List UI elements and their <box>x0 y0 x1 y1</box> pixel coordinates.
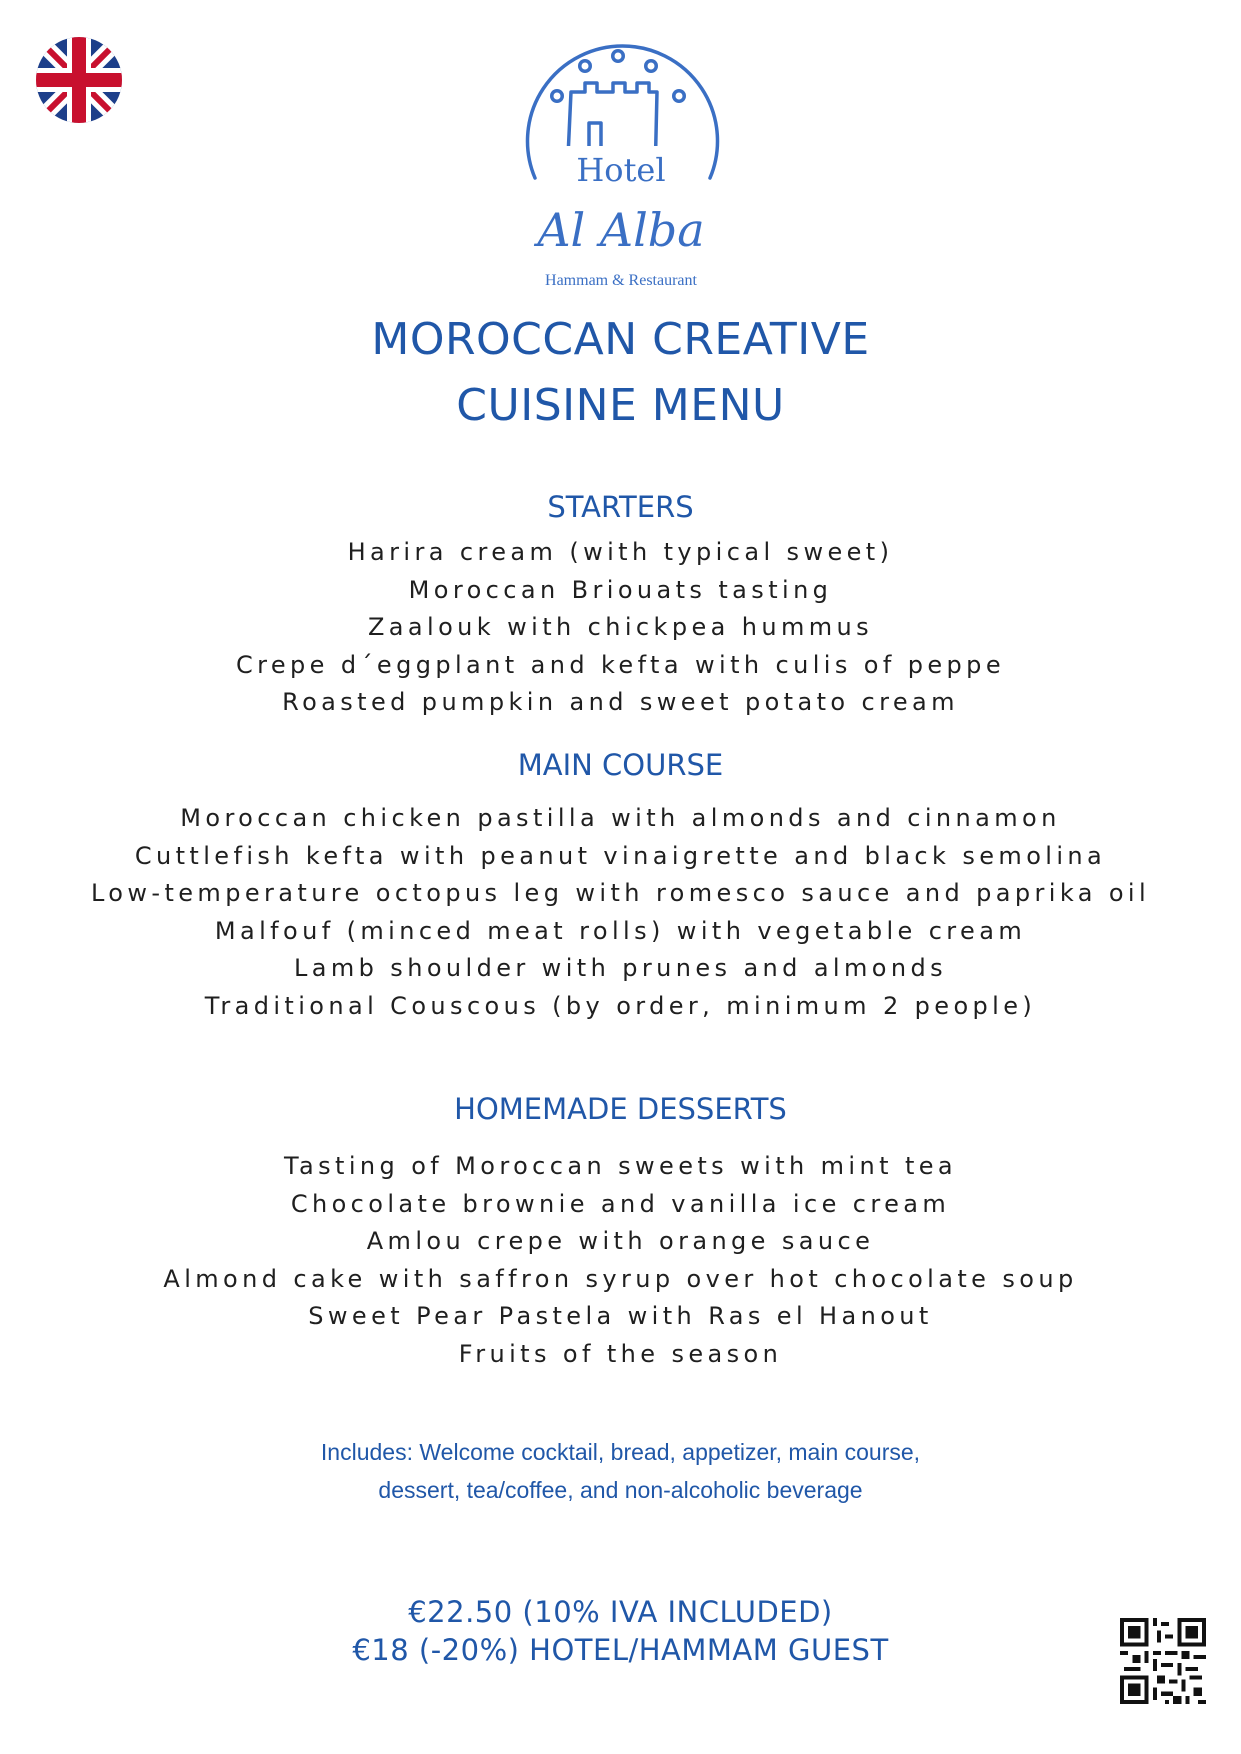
qr-code-icon[interactable] <box>1120 1618 1206 1704</box>
starters-heading: STARTERS <box>547 490 694 524</box>
price-regular: €22.50 (10% IVA INCLUDED) <box>408 1595 833 1629</box>
menu-item: Traditional Couscous (by order, minimum 2 people) <box>204 991 1037 1020</box>
desserts-section <box>0 1092 1241 1373</box>
menu-item: Crepe d´eggplant and kefta with culis of peppe <box>235 650 1005 679</box>
menu-item: Almond cake with saffron syrup over hot chocolate soup <box>163 1264 1078 1293</box>
includes-line2: dessert, tea/coffee, and non-alcoholic beverage <box>378 1477 863 1503</box>
menu-title-line2: CUISINE MENU <box>456 380 785 431</box>
menu-item: Lamb shoulder with prunes and almonds <box>293 954 948 982</box>
menu-item: Cuttlefish kefta with peanut vinaigrette and black semolina <box>134 841 1107 870</box>
menu-item: Malfouf (minced meat rolls) with vegetable cream <box>214 916 1027 945</box>
logo-subtitle-text: Hammam & Restaurant <box>545 272 697 289</box>
menu-item: Low-temperature octopus leg with romesco sauce and paprika oil <box>90 879 1151 907</box>
menu-item: Moroccan chicken pastilla with almonds and cinnamon <box>180 804 1061 832</box>
menu-item: Chocolate brownie and vanilla ice cream <box>290 1189 951 1218</box>
menu-item: Harira cream (with typical sweet) <box>347 538 894 566</box>
includes-line1: Includes: Welcome cocktail, bread, appetizer, main course, <box>320 1439 921 1465</box>
main-course-section <box>0 748 1241 1025</box>
menu-item: Fruits of the season <box>458 1339 783 1368</box>
main-course-heading: MAIN COURSE <box>517 748 724 782</box>
logo-hotel-text: Hotel <box>576 151 666 189</box>
menu-item: Sweet Pear Pastela with Ras el Hanout <box>308 1302 933 1330</box>
desserts-list <box>0 1148 1241 1373</box>
price-guest: €18 (-20%) HOTEL/HAMMAM GUEST <box>352 1633 889 1667</box>
menu-title-line1: MOROCCAN CREATIVE <box>371 314 870 365</box>
menu-item: Zaalouk with chickpea hummus <box>367 613 874 641</box>
price-block <box>0 1593 1241 1669</box>
menu-item: Moroccan Briouats tasting <box>408 575 833 604</box>
uk-flag-icon[interactable] <box>36 37 122 123</box>
main-course-list <box>0 800 1241 1025</box>
hotel-logo <box>505 28 745 296</box>
menu-item: Amlou crepe with orange sauce <box>366 1227 875 1255</box>
starters-list <box>0 534 1241 722</box>
starters-section <box>0 490 1241 722</box>
desserts-heading: HOMEMADE DESSERTS <box>454 1092 787 1126</box>
menu-item: Roasted pumpkin and sweet potato cream <box>282 688 959 716</box>
menu-item: Tasting of Moroccan sweets with mint tea <box>283 1152 958 1180</box>
logo-name-text: Al Alba <box>537 203 705 257</box>
includes-note <box>0 1433 1241 1509</box>
